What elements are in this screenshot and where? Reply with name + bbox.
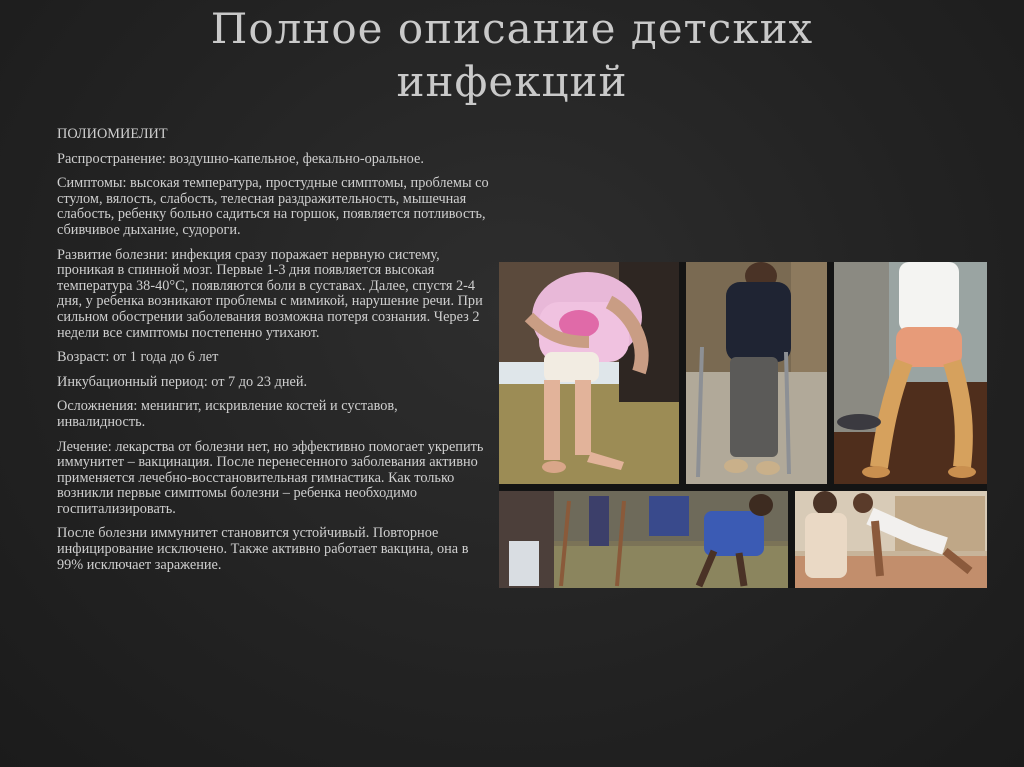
- paragraph-treatment: Лечение: лекарства от болезни нет, но эффективно помогает укрепить иммунитет – вакцинация. После перенесенного заболевания активно применяется лечебно-восстановительная гимнастика. Как только возникли первые симптомы болезни – ребенка необходимо госпитализировать.: [57, 438, 484, 517]
- boy-crutches-photo: [686, 262, 827, 484]
- paragraph-spread: Распространение: воздушно-капельное, фекально-оральное.: [57, 150, 424, 167]
- title-line-1: Полное описание детских: [210, 4, 814, 53]
- paragraph-immunity: После болезни иммунитет становится устойчивый. Повторное инфицирование исключено. Также активно работает вакцина, она в 99% исключает заражение.: [57, 525, 469, 573]
- body-text: [57, 127, 489, 582]
- slide-title: [150, 2, 874, 108]
- child-legs-photo: [834, 262, 987, 484]
- paragraph-symptoms: Симптомы: высокая температура, простудные симптомы, проблемы со стулом, вялость, слабость, телесная раздражительность, мышечная слабость, ребенку больно садиться на горшок, появляется потливость, сбивчивое дыхание, судороги.: [57, 175, 489, 238]
- children-crutches-photo: [499, 491, 788, 588]
- child-support-photo: [499, 262, 679, 484]
- crawling-youth-photo: [795, 491, 987, 588]
- paragraph-age: Возраст: от 1 года до 6 лет: [57, 349, 219, 366]
- paragraph-development: Развитие болезни: инфекция сразу поражает нервную систему, проникая в спинной мозг. Первые 1-3 дня появляется высокая температура 38-40°C, появляются боли в суставах. Далее, спустя 2-4 дня, у ребенка возникают проблемы с мимикой, нарушение речи. При сильном обострении заболевания возможна потеря сознания. Через 2 недели все симптомы постепенно утихают.: [57, 246, 483, 341]
- title-line-2: инфекций: [396, 57, 628, 106]
- disease-heading: ПОЛИОМИЕЛИТ: [57, 126, 168, 142]
- paragraph-complications: Осложнения: менингит, искривление костей и суставов, инвалидность.: [57, 398, 398, 430]
- photo-collage: [499, 262, 987, 588]
- paragraph-incubation: Инкубационный период: от 7 до 23 дней.: [57, 373, 308, 390]
